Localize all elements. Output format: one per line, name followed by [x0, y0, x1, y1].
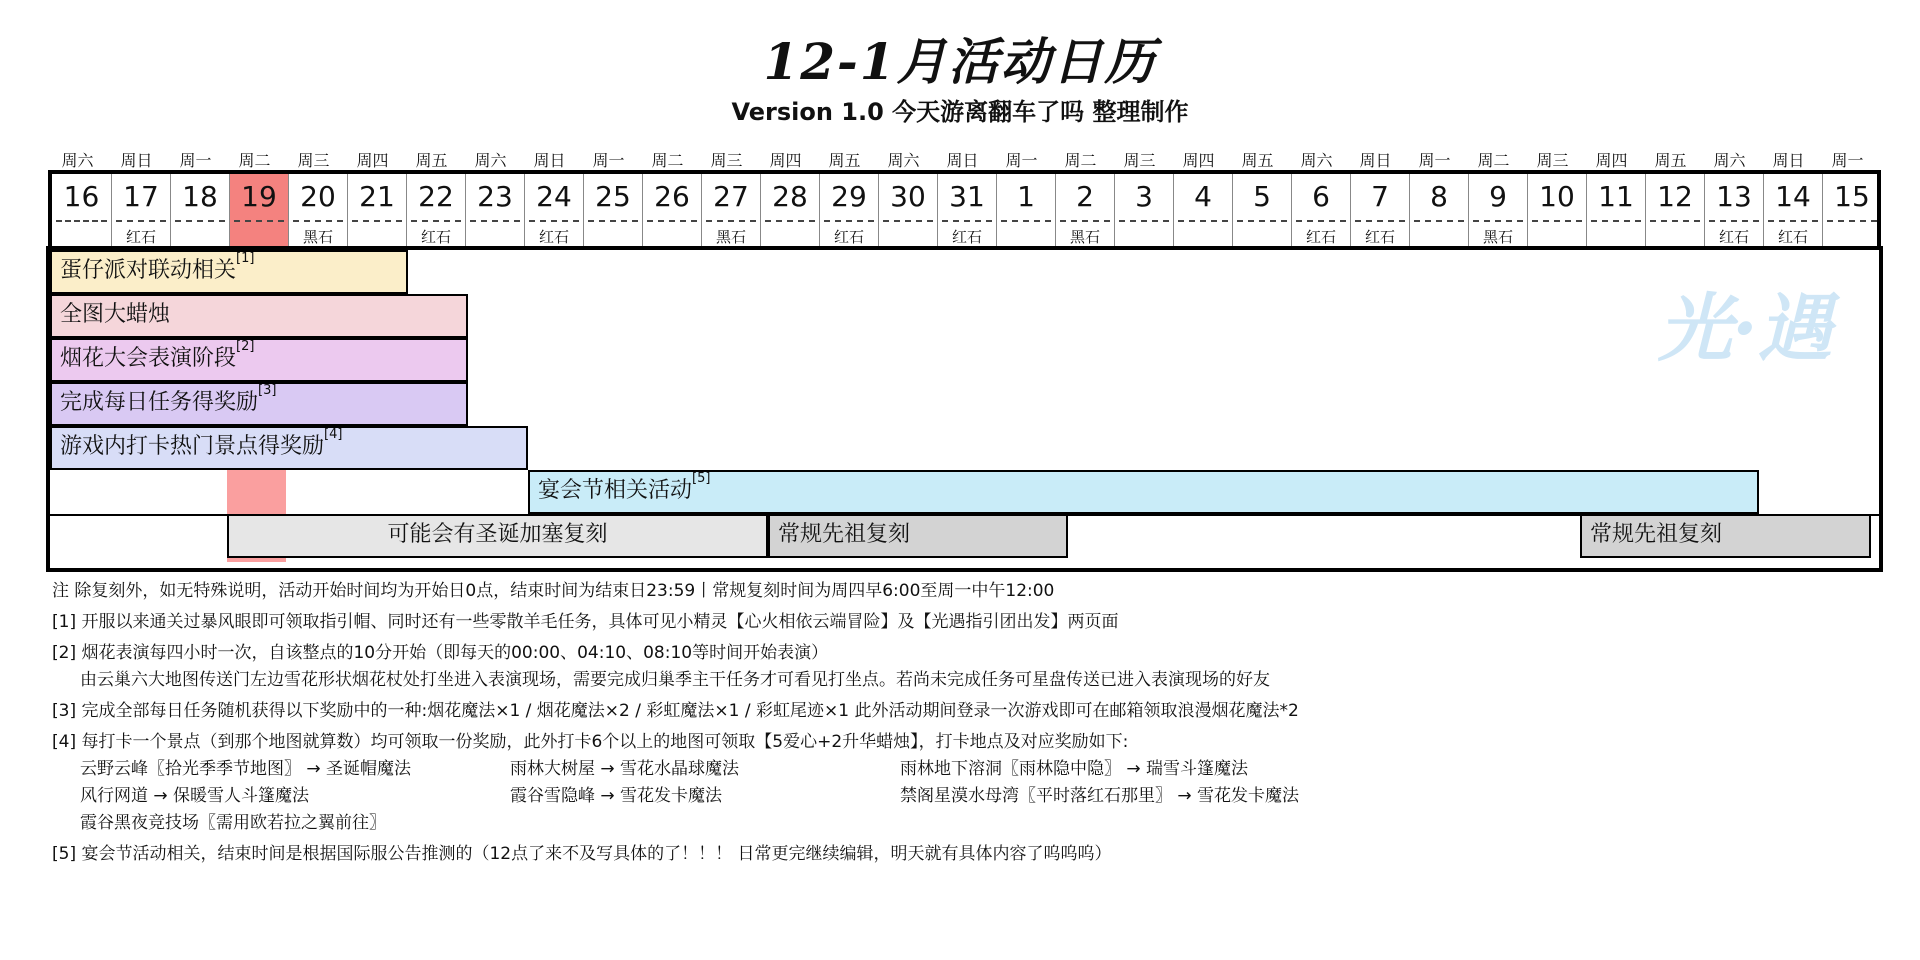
weekday-label: 周二: [1064, 151, 1097, 170]
date-number: 14: [1775, 180, 1811, 213]
weekday-label: 周一: [1831, 151, 1864, 170]
date-number: 18: [182, 180, 218, 213]
date-number: 1: [1017, 180, 1035, 213]
date-cell: [1114, 174, 1173, 250]
event-note: [3]: [258, 383, 277, 398]
weekday-label: 周日: [120, 151, 153, 170]
event-bar-ancestor-rerun-2: [1580, 514, 1871, 558]
weekday-label: 周四: [1595, 151, 1628, 170]
date-cell: [1232, 174, 1291, 250]
shard-label: 红石: [833, 228, 864, 246]
date-number: 8: [1430, 180, 1448, 213]
note-4: [4] 每打卡一个景点（到那个地图就算数）均可领取一份奖励，此外打卡6个以上的地图可领取【5爱心+2升华蜡烛】，打卡地点及对应奖励如下:: [52, 732, 1129, 752]
date-cell: [52, 174, 111, 250]
event-bar-daily-tasks: [50, 382, 468, 426]
date-number: 5: [1253, 180, 1271, 213]
date-cell: [1055, 174, 1114, 250]
date-number: 12: [1657, 180, 1693, 213]
date-cell: [1173, 174, 1232, 250]
shard-label: 红石: [125, 228, 156, 246]
date-cell: [406, 174, 465, 250]
reward-item: 云野云峰〖拾光季季节地图〗 → 圣诞帽魔法: [80, 759, 412, 779]
date-number: 3: [1135, 180, 1153, 213]
weekday-label: 周日: [946, 151, 979, 170]
date-cell: [1291, 174, 1350, 250]
date-cell: [1704, 174, 1763, 250]
date-cell: [583, 174, 642, 250]
date-number: 10: [1539, 180, 1575, 213]
weekday-label: 周三: [1536, 151, 1569, 170]
date-cell: [1468, 174, 1527, 250]
weekday-label: 周五: [1241, 151, 1274, 170]
dashed-divider: [352, 220, 402, 222]
dashed-divider: [1768, 220, 1818, 222]
weekday-label: 周一: [592, 151, 625, 170]
dashed-divider: [1591, 220, 1641, 222]
date-number: 28: [772, 180, 808, 213]
note-general: 注 除复刻外，如无特殊说明，活动开始时间均为开始日0点，结束时间为结束日23:59丨常规复刻时间为周四早6:00至周一中午12:00: [52, 581, 1055, 601]
dashed-divider: [529, 220, 579, 222]
date-cell: [524, 174, 583, 250]
date-cell: [1822, 174, 1881, 250]
event-bar-big-candle: [50, 294, 468, 338]
date-number: 20: [300, 180, 336, 213]
date-number: 19: [241, 180, 277, 213]
weekday-label: 周日: [533, 151, 566, 170]
shard-label: 黑石: [302, 228, 333, 246]
event-bar-ancestor-rerun-1: [768, 514, 1068, 558]
event-note: [2]: [236, 339, 255, 354]
date-cell: [229, 174, 288, 250]
event-label: 可能会有圣诞加塞复刻: [387, 522, 608, 547]
event-label: 完成每日任务得奖励: [60, 390, 259, 415]
note-4-rewards-row-3: [52, 810, 1872, 837]
date-cell: [111, 174, 170, 250]
dashed-divider: [470, 220, 520, 222]
event-label: 宴会节相关活动: [538, 478, 693, 503]
date-cell: [878, 174, 937, 250]
date-number: 23: [477, 180, 513, 213]
date-cell: [819, 174, 878, 250]
weekday-label: 周三: [710, 151, 743, 170]
weekday-label: 周一: [1418, 151, 1451, 170]
date-number: 30: [890, 180, 926, 213]
dashed-divider: [1709, 220, 1759, 222]
weekday-label: 周四: [769, 151, 802, 170]
event-label: 常规先祖复刻: [778, 522, 911, 547]
weekday-label: 周二: [238, 151, 271, 170]
weekday-label: 周六: [1300, 151, 1333, 170]
dashed-divider: [116, 220, 166, 222]
shard-label: 红石: [1718, 228, 1749, 246]
event-bar-feast: [528, 470, 1759, 514]
event-bar-christmas-rerun: [227, 514, 768, 558]
shard-label: 红石: [1777, 228, 1808, 246]
shard-label: 黑石: [1069, 228, 1100, 246]
note-2: [2] 烟花表演每四小时一次，自该整点的10分开始（即每天的00:00、04:10、08:10等时间开始表演）: [52, 643, 829, 663]
shard-label: 黑石: [715, 228, 746, 246]
page-title: 12-1月活动日历: [763, 32, 1157, 91]
date-cell: [701, 174, 760, 250]
dashed-divider: [883, 220, 933, 222]
date-number: 31: [949, 180, 985, 213]
event-bar-checkin: [50, 426, 528, 470]
date-number: 22: [418, 180, 454, 213]
date-number: 7: [1371, 180, 1389, 213]
shard-label: 红石: [420, 228, 451, 246]
dashed-divider: [234, 220, 284, 222]
weekday-label: 周六: [61, 151, 94, 170]
weekday-label: 周五: [415, 151, 448, 170]
weekday-label: 周一: [1005, 151, 1038, 170]
shard-label: 红石: [538, 228, 569, 246]
date-cell: [1645, 174, 1704, 250]
date-number: 2: [1076, 180, 1094, 213]
note-4-rewards-row-2: [52, 783, 1872, 810]
dashed-divider: [1355, 220, 1405, 222]
dashed-divider: [1060, 220, 1110, 222]
date-cell: [465, 174, 524, 250]
weekday-label: 周二: [651, 151, 684, 170]
dashed-divider: [1473, 220, 1523, 222]
date-number: 15: [1834, 180, 1870, 213]
date-number: 24: [536, 180, 572, 213]
date-number: 21: [359, 180, 395, 213]
weekday-label: 周四: [356, 151, 389, 170]
event-grid: [46, 246, 1883, 572]
event-label: 蛋仔派对联动相关: [60, 258, 237, 283]
date-cell: [760, 174, 819, 250]
dashed-divider: [1414, 220, 1464, 222]
dashed-divider: [588, 220, 638, 222]
note-1: [1] 开服以来通关过暴风眼即可领取指引帽、同时还有一些零散羊毛任务，具体可见小精灵【心火相依云端冒险】及【光遇指引团出发】两页面: [52, 612, 1119, 632]
date-cell: [1527, 174, 1586, 250]
weekday-row: [48, 148, 1880, 170]
dashed-divider: [824, 220, 874, 222]
page-subtitle: Version 1.0 今天游离翻车了吗 整理制作: [731, 98, 1189, 126]
date-number: 26: [654, 180, 690, 213]
dashed-divider: [293, 220, 343, 222]
shard-label: 黑石: [1482, 228, 1513, 246]
event-label: 游戏内打卡热门景点得奖励: [60, 434, 325, 459]
dashed-divider: [765, 220, 815, 222]
date-cell: [347, 174, 406, 250]
date-cell: [642, 174, 701, 250]
date-cell: [1763, 174, 1822, 250]
date-cell: [996, 174, 1055, 250]
weekday-label: 周三: [1123, 151, 1156, 170]
reward-item: 风行网道 → 保暖雪人斗篷魔法: [80, 786, 310, 806]
dashed-divider: [1001, 220, 1051, 222]
dashed-divider: [706, 220, 756, 222]
weekday-label: 周四: [1182, 151, 1215, 170]
weekday-label: 周三: [297, 151, 330, 170]
date-number: 13: [1716, 180, 1752, 213]
reward-item: 雨林大树屋 → 雪花水晶球魔法: [510, 759, 740, 779]
weekday-label: 周日: [1359, 151, 1392, 170]
weekday-label: 周五: [828, 151, 861, 170]
date-number: 4: [1194, 180, 1212, 213]
dashed-divider: [942, 220, 992, 222]
dashed-divider: [175, 220, 225, 222]
weekday-label: 周二: [1477, 151, 1510, 170]
dashed-divider: [1650, 220, 1700, 222]
date-number: 16: [63, 180, 100, 213]
event-bar-fireworks: [50, 338, 468, 382]
date-number: 29: [831, 180, 867, 213]
date-number: 11: [1598, 180, 1634, 213]
dashed-divider: [1296, 220, 1346, 222]
event-label: 烟花大会表演阶段: [60, 346, 237, 371]
date-number: 27: [713, 180, 749, 213]
weekday-label: 周日: [1772, 151, 1805, 170]
date-cell: [1409, 174, 1468, 250]
dashed-divider: [1178, 220, 1228, 222]
shard-label: 红石: [951, 228, 982, 246]
date-number: 9: [1489, 180, 1507, 213]
reward-item: 雨林地下溶洞〖雨林隐中隐〗 → 瑞雪斗篷魔法: [900, 759, 1249, 779]
weekday-label: 周六: [1713, 151, 1746, 170]
shard-label: 红石: [1364, 228, 1395, 246]
date-cell: [937, 174, 996, 250]
date-number: 6: [1312, 180, 1330, 213]
date-cell: [1350, 174, 1409, 250]
footnotes: [52, 578, 1872, 868]
date-row: [48, 170, 1881, 250]
event-label: 常规先祖复刻: [1590, 522, 1723, 547]
weekday-label: 周五: [1654, 151, 1687, 170]
reward-item: 霞谷黑夜竞技场〖需用欧若拉之翼前往〗: [80, 813, 386, 833]
date-cell: [170, 174, 229, 250]
event-note: [4]: [324, 427, 343, 442]
dashed-divider: [1827, 220, 1877, 222]
date-number: 17: [123, 180, 159, 213]
shard-label: 红石: [1305, 228, 1336, 246]
note-2-detail: 由云巢六大地图传送门左边雪花形状烟花杖处打坐进入表演现场，需要完成归巢季主干任务才可看见打坐点。若尚未完成任务可星盘传送已进入表演现场的好友: [80, 670, 1270, 690]
dashed-divider: [56, 220, 107, 222]
dashed-divider: [411, 220, 461, 222]
date-cell: [288, 174, 347, 250]
weekday-label: 周六: [474, 151, 507, 170]
note-4-rewards-row-1: [52, 756, 1872, 783]
note-3: [3] 完成全部每日任务随机获得以下奖励中的一种:烟花魔法×1 / 烟花魔法×2 / 彩虹魔法×1 / 彩虹尾迹×1 此外活动期间登录一次游戏即可在邮箱领取浪漫烟花魔法*2: [52, 701, 1299, 721]
dashed-divider: [1237, 220, 1287, 222]
date-cell: [1586, 174, 1645, 250]
dashed-divider: [1119, 220, 1169, 222]
sky-logo-watermark: 光·遇: [1658, 286, 1832, 372]
reward-item: 禁阁星漠水母湾〖平时落红石那里〗 → 雪花发卡魔法: [900, 786, 1300, 806]
event-label: 全图大蜡烛: [60, 302, 171, 327]
date-number: 25: [595, 180, 631, 213]
note-5: [5] 宴会节活动相关，结束时间是根据国际服公告推测的（12点了来不及写具体的了！！！ 日常更完继续编辑，明天就有具体内容了呜呜呜）: [52, 844, 1112, 864]
weekday-label: 周六: [887, 151, 920, 170]
event-bar-eggy-party: [50, 250, 408, 294]
dashed-divider: [647, 220, 697, 222]
dashed-divider: [1532, 220, 1582, 222]
weekday-label: 周一: [179, 151, 212, 170]
reward-item: 霞谷雪隐峰 → 雪花发卡魔法: [510, 786, 723, 806]
event-note: [5]: [692, 471, 711, 486]
event-note: [1]: [236, 251, 255, 266]
